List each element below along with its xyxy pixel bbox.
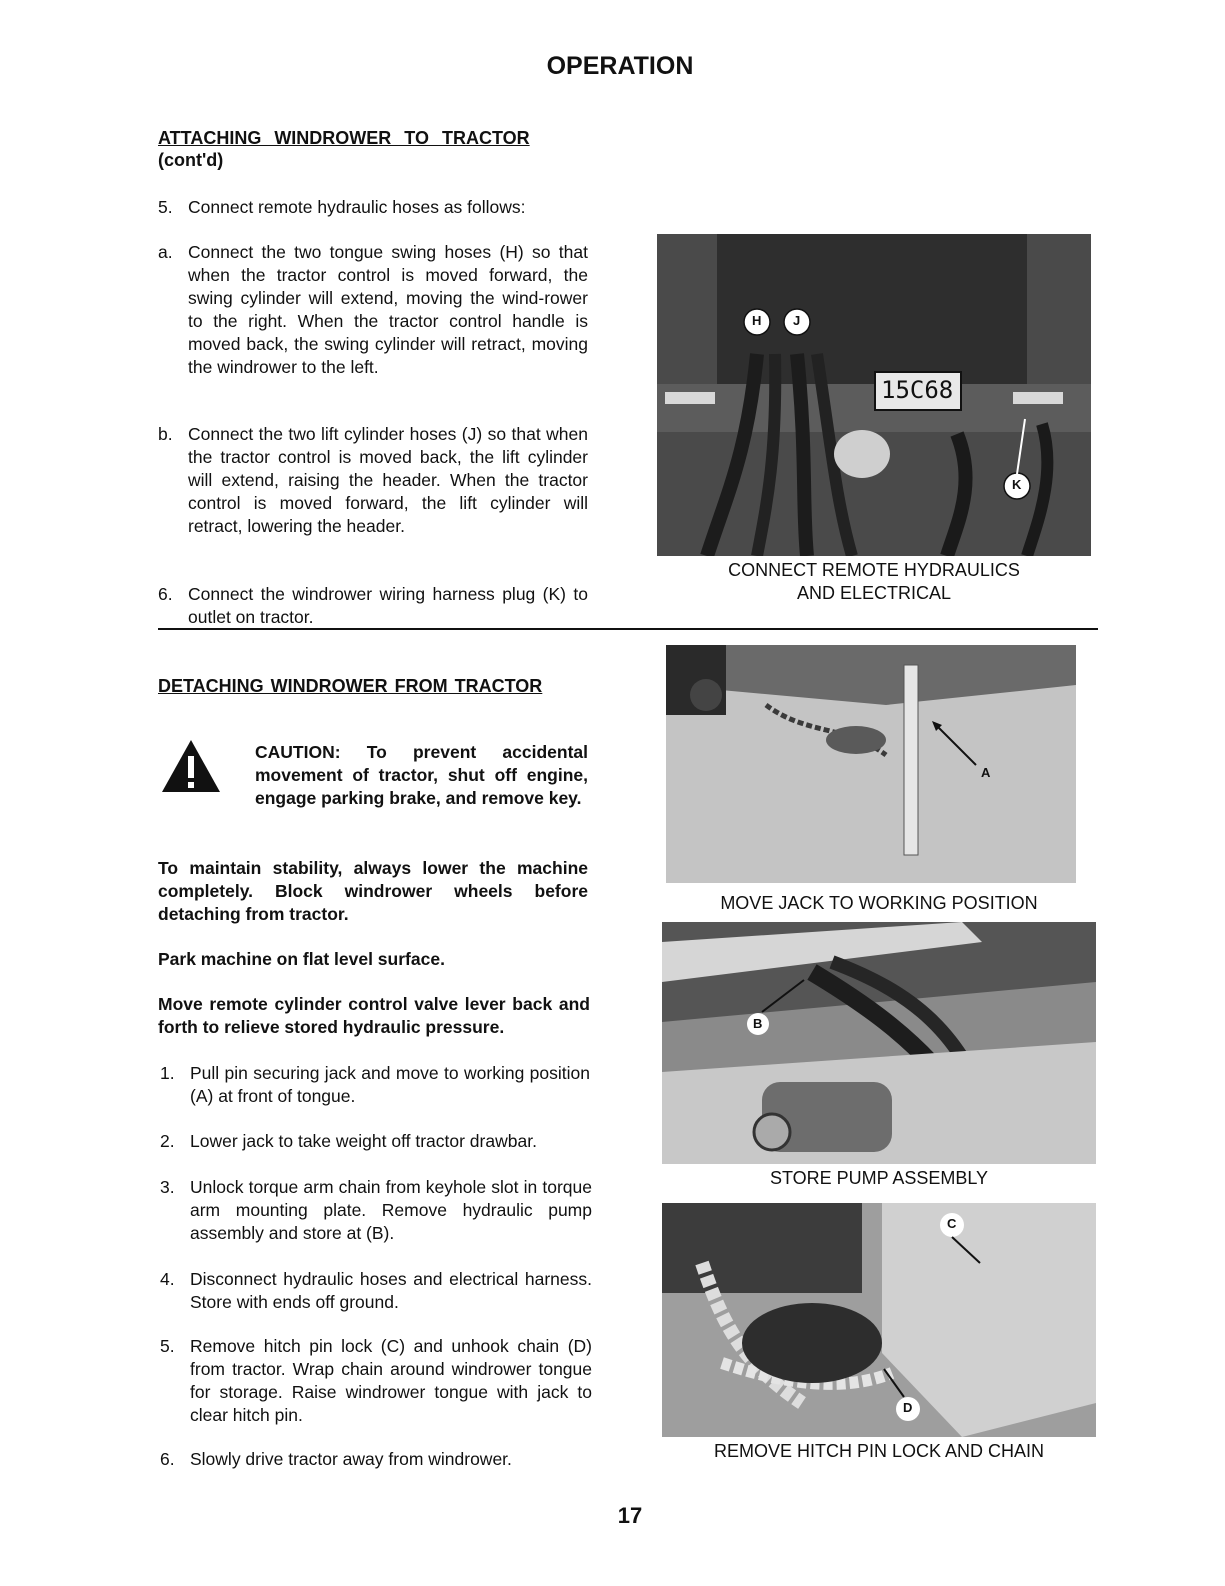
caution-text: CAUTION: To prevent accidental movement of tractor, shut off engine, engage parking brake, and remove key. — [255, 742, 588, 808]
figure-store-pump-photo — [662, 922, 1096, 1164]
jack-illustration — [666, 645, 1076, 883]
detaching-step-5 — [160, 1335, 592, 1427]
detaching-step-2 — [160, 1130, 600, 1153]
label-j: J — [793, 313, 801, 328]
label-c: C — [947, 1216, 957, 1231]
attaching-step-b — [158, 423, 588, 538]
step-text: Connect the windrower wiring harness plug (K) to outlet on tractor. — [188, 584, 588, 627]
hydraulics-illustration — [657, 234, 1091, 556]
step-text: Disconnect hydraulic hoses and electrical harness. Store with ends off ground. — [190, 1269, 592, 1312]
figure-1-caption-line-2: AND ELECTRICAL — [796, 583, 952, 603]
label-a: A — [981, 765, 991, 780]
label-k: K — [1012, 477, 1022, 492]
pump-illustration — [662, 922, 1096, 1164]
step-number: 5. — [158, 197, 173, 217]
step-number: 4. — [160, 1269, 175, 1289]
license-plate: 15C68 — [881, 376, 954, 404]
step-text: Pull pin securing jack and move to working position (A) at front of tongue. — [190, 1063, 590, 1106]
label-d: D — [903, 1400, 913, 1415]
park-note: Park machine on flat level surface. — [158, 949, 445, 969]
caution-warning-icon — [160, 738, 222, 794]
figure-move-jack-photo — [666, 645, 1076, 883]
step-number: 6. — [160, 1449, 175, 1469]
page-title: OPERATION — [546, 52, 694, 80]
figure-4-caption: REMOVE HITCH PIN LOCK AND CHAIN — [713, 1441, 1045, 1461]
step-text: Slowly drive tractor away from windrower. — [190, 1449, 512, 1469]
section-divider — [158, 628, 1098, 630]
detaching-step-4 — [160, 1268, 592, 1314]
step-text: Connect the two lift cylinder hoses (J) so that when the tractor control is moved back, the lift cylinder will extend, raising the header. When the tractor control is moved forward, the lift cylinder will retract, lowering the header. — [188, 424, 588, 536]
attaching-section-title: ATTACHING WINDROWER TO TRACTOR — [158, 128, 530, 148]
step-number: 3. — [160, 1177, 175, 1197]
attaching-step-6 — [158, 583, 588, 629]
page-number: 17 — [617, 1503, 643, 1528]
detaching-section-title: DETACHING WINDROWER FROM TRACTOR — [158, 676, 543, 696]
detaching-step-1 — [160, 1062, 590, 1108]
hitch-illustration — [662, 1203, 1096, 1437]
label-b: B — [753, 1016, 763, 1031]
attaching-step-a — [158, 241, 588, 379]
figure-2-caption: MOVE JACK TO WORKING POSITION — [720, 893, 1038, 913]
step-letter: a. — [158, 242, 173, 262]
figure-1-caption-line-1: CONNECT REMOTE HYDRAULICS — [728, 560, 1020, 580]
step-number: 1. — [160, 1063, 175, 1083]
step-letter: b. — [158, 424, 173, 444]
detaching-step-3 — [160, 1176, 592, 1245]
attaching-section-subtitle: (cont'd) — [158, 150, 224, 170]
step-number: 5. — [160, 1336, 175, 1356]
figure-remove-hitch-photo — [662, 1203, 1096, 1437]
step-number: 6. — [158, 584, 173, 604]
label-h: H — [752, 313, 762, 328]
step-text: Unlock torque arm chain from keyhole slot in torque arm mounting plate. Remove hydraulic pump assembly and store at (B). — [190, 1177, 592, 1243]
step-text: Remove hitch pin lock (C) and unhook chain (D) from tractor. Wrap chain around windrower tongue for storage. Raise windrower tongue with jack to clear hitch pin. — [190, 1336, 592, 1425]
step-number: 2. — [160, 1131, 175, 1151]
stability-note: To maintain stability, always lower the machine completely. Block windrower wheels before detaching from tractor. — [158, 858, 588, 924]
step-text: Lower jack to take weight off tractor drawbar. — [190, 1131, 537, 1151]
relieve-pressure-note: Move remote cylinder control valve lever back and forth to relieve stored hydraulic pressure. — [158, 994, 590, 1037]
step-text: Connect the two tongue swing hoses (H) so that when the tractor control is moved forward, the swing cylinder will extend, moving the wind-rower to the right. When the tractor control handle is moved back, the swing cylinder will retract, moving the windrower to the left. — [188, 242, 588, 377]
attaching-step-5 — [158, 196, 588, 219]
step-text: Connect remote hydraulic hoses as follows: — [188, 197, 526, 217]
figure-connect-hydraulics-photo — [657, 234, 1091, 556]
detaching-step-6 — [160, 1448, 592, 1471]
figure-3-caption: STORE PUMP ASSEMBLY — [769, 1168, 989, 1188]
